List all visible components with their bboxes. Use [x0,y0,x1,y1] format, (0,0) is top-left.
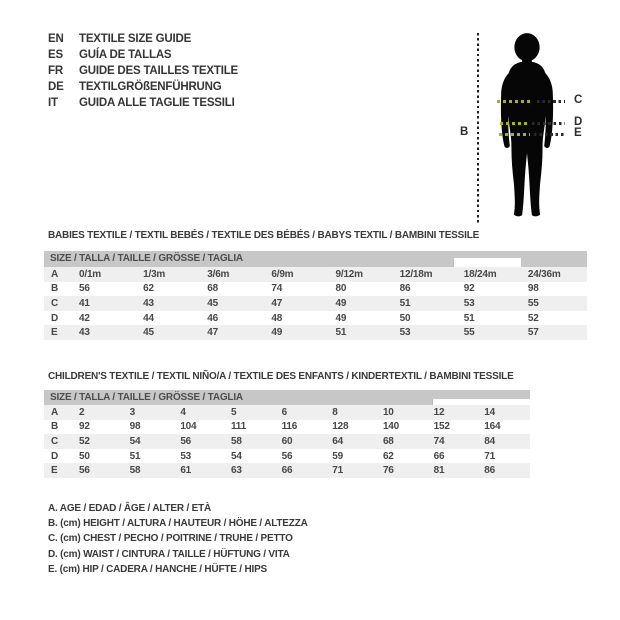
size-value-cell: 57 [523,325,587,340]
table-row [44,282,587,297]
size-value-cell: 45 [202,296,266,311]
babies-section-title: BABIES TEXTILE / TEXTIL BEBÉS / TEXTILE DES BÉBÉS / BABYS TEXTIL / BAMBINI TESSILE [48,230,480,241]
size-value-cell: 4 [175,405,226,420]
language-title: TEXTILE SIZE GUIDE [79,33,192,45]
children-section-title: CHILDREN'S TEXTILE / TEXTIL NIÑO/A / TEXTILE DES ENFANTS / KINDERTEXTIL / BAMBINI TESSILE [48,371,514,382]
children-size-table [44,405,530,478]
legend-item: C. (cm) CHEST / PECHO / POITRINE / TRUHE / PETTO [48,533,293,545]
size-value-cell: 52 [74,434,125,449]
size-value-cell: 98 [527,283,539,295]
size-value-cell: 47 [202,325,266,340]
size-value-cell: 54 [125,434,176,449]
size-value-cell: 62 [143,283,154,295]
size-value-cell: 49 [331,296,395,311]
language-code: IT [48,97,58,109]
size-value-cell: 58 [226,434,277,449]
size-value-cell: 49 [266,325,330,340]
size-value-cell: 10 [378,405,429,420]
row-label: D [51,312,59,324]
size-value-cell: 1/3m [138,267,202,282]
size-value-cell: 49 [335,312,347,324]
size-value-cell: 84 [479,434,530,449]
row-label: A [44,405,74,420]
size-value-cell: 53 [395,325,459,340]
size-value-cell: 116 [281,421,298,433]
language-title: GUÍA DE TALLAS [79,49,172,61]
size-value-cell: 92 [463,283,475,295]
waist-pointer-line [532,122,565,125]
legend-item: E. (cm) HIP / CADERA / HANCHE / HÜFTE / HIPS [48,563,268,575]
size-value-cell: 62 [382,450,394,462]
size-value-cell: 59 [332,450,344,462]
babies-size-table [44,267,587,340]
row-label: A [44,267,74,282]
height-label: B [460,126,469,138]
size-value-cell: 56 [281,450,293,462]
size-value-cell: 61 [175,463,226,478]
language-row [48,47,238,63]
size-value-cell: 74 [271,283,283,295]
table-row [44,463,530,478]
row-label: C [44,296,74,311]
size-value-cell: 2 [74,405,125,420]
size-value-cell: 80 [335,283,347,295]
size-value-cell: 9/12m [331,267,395,282]
size-value-cell: 55 [523,296,587,311]
size-value-cell: 152 [433,421,450,433]
waist-label: D [574,116,583,128]
chest-label: C [574,94,583,106]
size-value-cell: 53 [180,450,192,462]
size-value-cell: 50 [399,312,411,324]
hip-pointer-line [534,133,565,136]
table-row [44,434,530,449]
row-label: B [51,283,59,295]
size-value-cell: 66 [277,463,328,478]
size-value-cell: 12 [429,405,480,420]
table-row [44,420,530,435]
size-value-cell: 66 [433,450,445,462]
size-value-cell: 6/9m [266,267,330,282]
size-value-cell: 58 [125,463,176,478]
language-row [48,95,238,111]
size-value-cell: 56 [79,283,90,295]
language-code: ES [48,49,63,61]
size-value-cell: 56 [175,434,226,449]
size-value-cell: 53 [459,296,523,311]
size-value-cell: 81 [429,463,480,478]
size-value-cell: 71 [484,450,495,462]
size-value-cell: 44 [143,312,154,324]
waist-measure-line [500,122,528,125]
size-value-cell: 51 [129,450,141,462]
size-value-cell: 24/36m [523,267,587,282]
child-silhouette [492,30,562,222]
language-title-list [48,31,238,111]
size-value-cell: 86 [399,283,411,295]
child-measurement-figure [450,8,620,226]
legend-item: A. AGE / EDAD / ÂGE / ALTER / ETÀ [48,503,212,514]
language-code: EN [48,33,64,45]
measurement-legend [48,501,308,577]
table-row [44,405,530,420]
size-value-cell: 56 [74,463,125,478]
chest-pointer-line [537,100,565,103]
language-row [48,79,238,95]
size-value-cell: 50 [79,450,90,462]
row-label: D [51,450,59,462]
size-value-cell: 14 [479,405,530,420]
language-code: FR [48,65,63,77]
language-title: TEXTILGRÖßENFÜHRUNG [79,81,222,93]
size-value-cell: 128 [332,421,349,433]
row-label: C [44,434,74,449]
size-value-cell: 74 [429,434,480,449]
size-value-cell: 0/1m [74,267,138,282]
language-title: GUIDA ALLE TAGLIE TESSILI [79,97,235,109]
row-label: B [51,421,59,433]
size-value-cell: 60 [277,434,328,449]
language-row [48,31,238,47]
table-row [44,325,587,340]
size-value-cell: 6 [277,405,328,420]
size-value-cell: 12/18m [395,267,459,282]
size-value-cell: 51 [463,312,475,324]
size-value-cell: 51 [395,296,459,311]
size-value-cell: 71 [327,463,378,478]
size-value-cell: 42 [79,312,90,324]
size-value-cell: 43 [138,296,202,311]
size-value-cell: 63 [226,463,277,478]
height-measure-line [477,33,479,223]
size-value-cell: 55 [459,325,523,340]
size-value-cell: 48 [271,312,283,324]
table-row [44,267,587,282]
table-row [44,296,587,311]
size-value-cell: 98 [129,421,141,433]
size-value-cell: 3/6m [202,267,266,282]
size-value-cell: 68 [207,283,218,295]
size-value-cell: 3 [125,405,176,420]
size-value-cell: 76 [378,463,429,478]
hip-measure-line [499,133,530,136]
size-value-cell: 64 [327,434,378,449]
size-value-cell: 164 [484,421,501,433]
size-value-cell: 140 [382,421,400,433]
size-value-cell: 86 [479,463,530,478]
size-value-cell: 52 [527,312,539,324]
size-value-cell: 47 [266,296,330,311]
table-row [44,449,530,464]
size-value-cell: 92 [79,421,90,433]
row-label: E [44,325,74,340]
size-value-cell: 104 [180,421,197,433]
table-row [44,311,587,326]
size-value-cell: 43 [74,325,138,340]
size-value-cell: 54 [230,450,242,462]
size-value-cell: 111 [230,421,246,433]
language-row [48,63,238,79]
legend-item: D. (cm) WAIST / CINTURA / TAILLE / HÜFTUNG / VITA [48,548,290,560]
size-value-cell: 18/24m [459,267,523,282]
size-value-cell: 46 [207,312,218,324]
language-code: DE [48,81,64,93]
babies-size-bar: SIZE / TALLA / TAILLE / GRÖSSE / TAGLIA [44,251,587,267]
size-value-cell: 51 [331,325,395,340]
size-value-cell: 68 [378,434,429,449]
row-label: E [44,463,74,478]
chest-measure-line [497,100,533,103]
silhouette-body [507,56,547,216]
children-size-bar: SIZE / TALLA / TAILLE / GRÖSSE / TAGLIA [44,390,530,405]
size-value-cell: 5 [226,405,277,420]
legend-item: B. (cm) HEIGHT / ALTURA / HAUTEUR / HÖHE / ALTEZZA [48,518,308,530]
size-value-cell: 8 [327,405,378,420]
language-title: GUIDE DES TAILLES TEXTILE [79,65,238,77]
size-value-cell: 45 [138,325,202,340]
size-value-cell: 41 [74,296,138,311]
hip-label: E [574,127,582,139]
